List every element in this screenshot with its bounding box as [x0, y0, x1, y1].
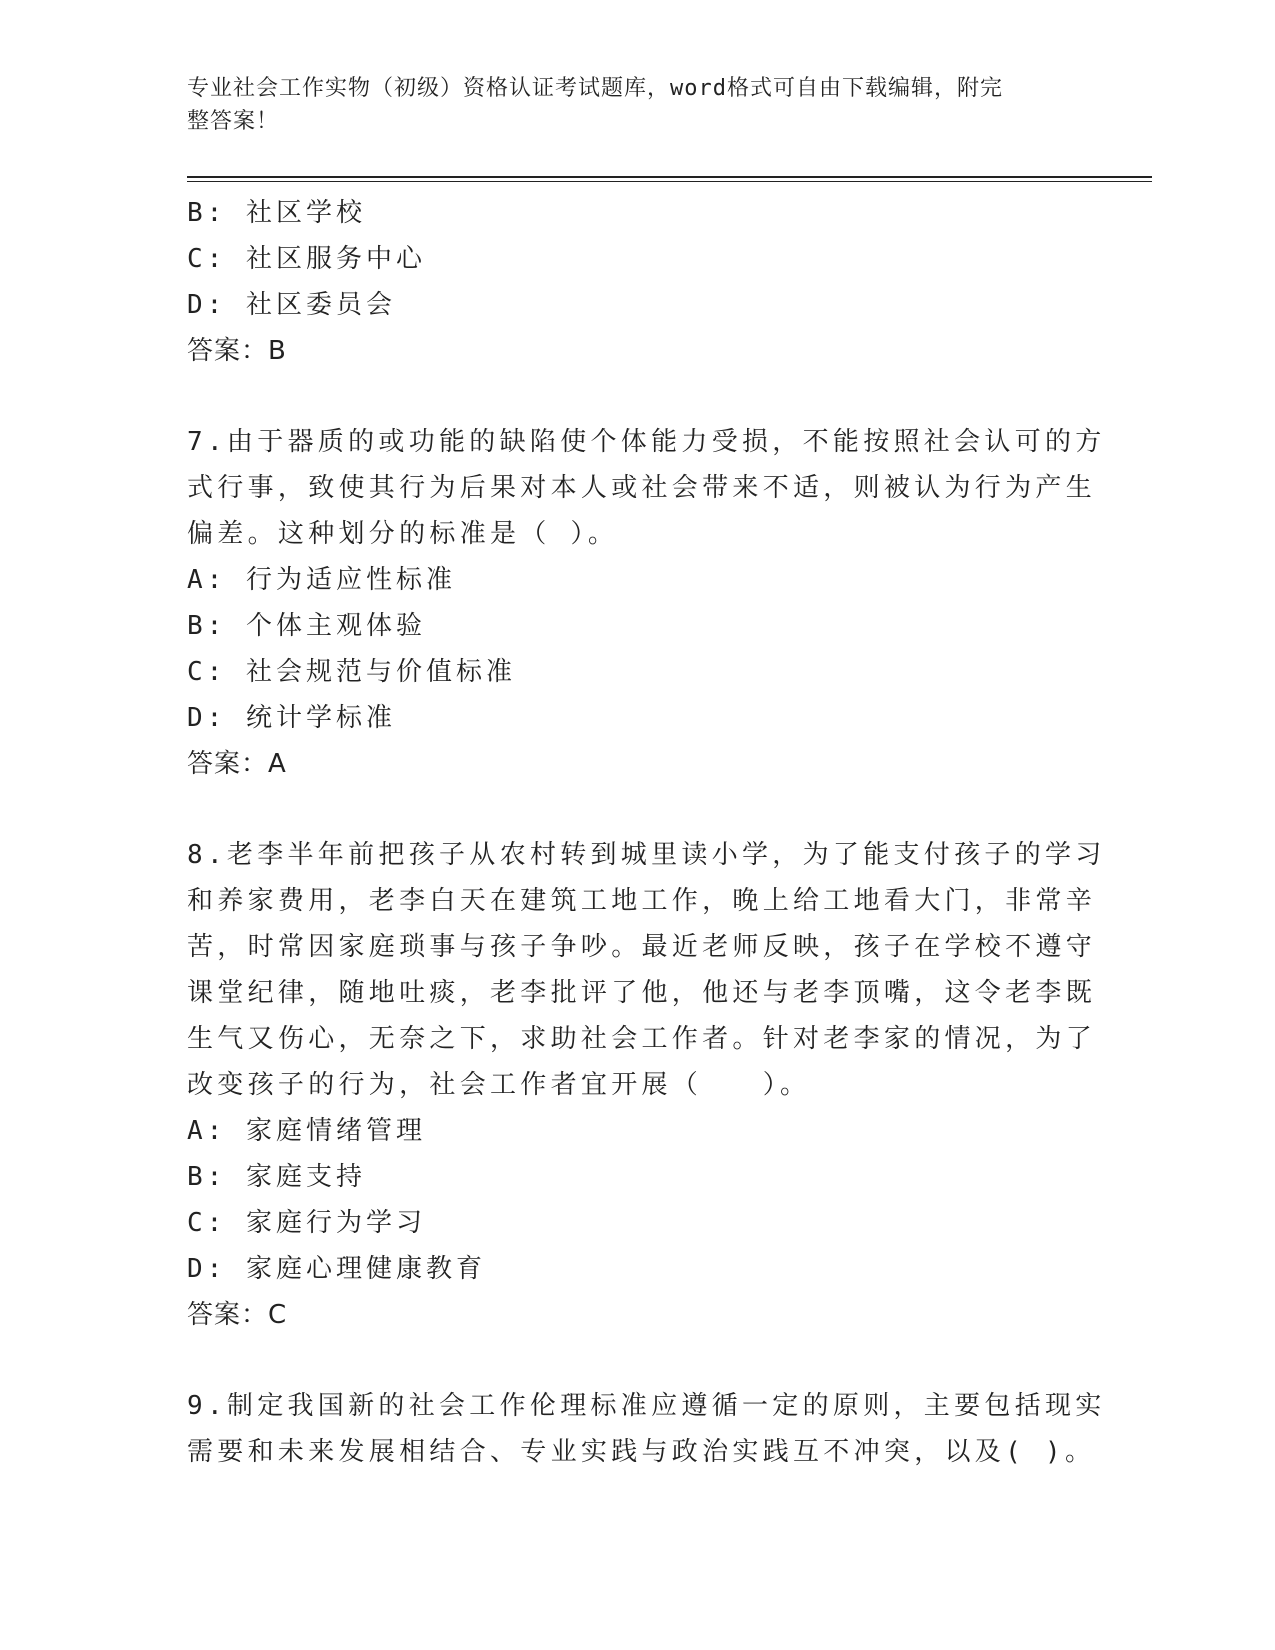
option-c: C: 社区服务中心 [187, 244, 426, 274]
question-6-options [187, 190, 1087, 374]
option-b: B: 家庭支持 [187, 1162, 366, 1192]
header-divider-thick [187, 176, 1152, 178]
question-text-line: 9.制定我国新的社会工作伦理标准应遵循一定的原则，主要包括现实 [187, 1391, 1106, 1421]
question-text-line: 7.由于器质的或功能的缺陷使个体能力受损，不能按照社会认可的方 [187, 427, 1106, 457]
question-9 [187, 1383, 1106, 1475]
answer-value: A [268, 749, 287, 779]
question-text-line: 式行事，致使其行为后果对本人或社会带来不适，则被认为行为产生 [187, 473, 1097, 503]
question-text-line: 改变孩子的行为，社会工作者宜开展（ ）。 [187, 1070, 811, 1100]
answer-label: 答案： [187, 336, 269, 366]
header-title-line-2: 整答案！ [187, 109, 280, 134]
header-divider-thin [187, 181, 1152, 182]
option-b: B: 社区学校 [187, 198, 366, 228]
header-title-line-1: 专业社会工作实物（初级）资格认证考试题库，word格式可自由下载编辑，附完 [187, 76, 1003, 101]
option-d: D: 家庭心理健康教育 [187, 1254, 486, 1284]
answer-line [187, 741, 1087, 787]
answer-label: 答案： [187, 749, 269, 779]
option-c: C: 社会规范与价值标准 [187, 657, 516, 687]
option-d: D: 社区委员会 [187, 290, 396, 320]
page-header [187, 72, 1067, 138]
question-text-line: 苦，时常因家庭琐事与孩子争吵。最近老师反映，孩子在学校不遵守 [187, 932, 1097, 962]
question-text-line: 需要和未来发展相结合、专业实践与政治实践互不冲突，以及( )。 [187, 1437, 1096, 1467]
option-a: A: 家庭情绪管理 [187, 1116, 426, 1146]
answer-value: B [268, 336, 287, 366]
question-text-line: 8.老李半年前把孩子从农村转到城里读小学，为了能支付孩子的学习 [187, 840, 1106, 870]
answer-line [187, 328, 1087, 374]
answer-label: 答案： [187, 1300, 269, 1330]
option-c: C: 家庭行为学习 [187, 1208, 426, 1238]
question-text-line: 生气又伤心，无奈之下，求助社会工作者。针对老李家的情况，为了 [187, 1024, 1097, 1054]
answer-line [187, 1292, 1087, 1338]
option-a: A: 行为适应性标准 [187, 565, 456, 595]
question-8 [187, 832, 1106, 1338]
question-content [187, 190, 1106, 1475]
question-text-line: 和养家费用，老李白天在建筑工地工作，晚上给工地看大门，非常辛 [187, 886, 1097, 916]
question-text-line: 偏差。这种划分的标准是（ ）。 [187, 519, 619, 549]
option-d: D: 统计学标准 [187, 703, 396, 733]
question-text-line: 课堂纪律，随地吐痰，老李批评了他，他还与老李顶嘴，这令老李既 [187, 978, 1097, 1008]
option-b: B: 个体主观体验 [187, 611, 426, 641]
question-7 [187, 419, 1106, 787]
answer-value: C [268, 1300, 288, 1330]
